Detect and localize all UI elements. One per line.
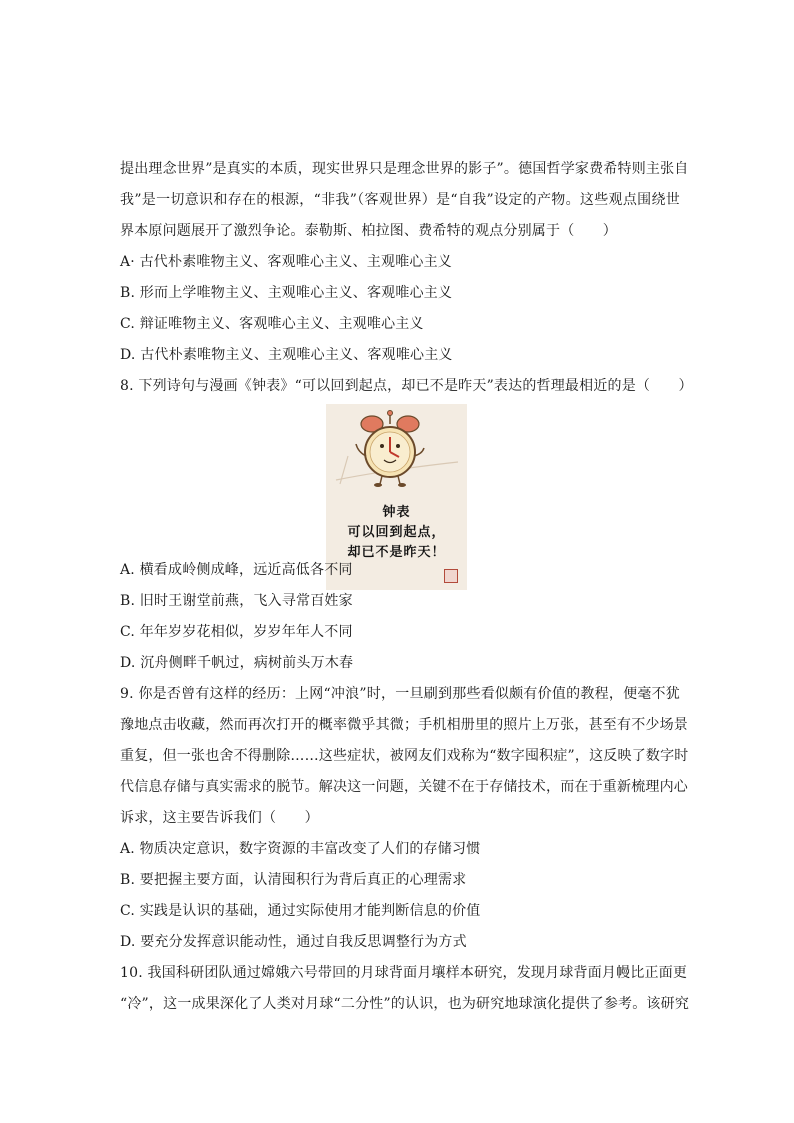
q9-option-c: C. 实践是认识的基础，通过实际使用才能判断信息的价值 <box>120 903 481 919</box>
q9-stem-line-2: 豫地点击收藏，然而再次打开的概率微乎其微；手机相册里的照片上万张，甚至有不少场景 <box>120 717 688 733</box>
q9-stem-line-5: 诉求，这主要告诉我们（ ） <box>120 810 319 826</box>
q7-option-b: B. 形而上学唯物主义、主观唯心主义、客观唯心主义 <box>120 285 453 301</box>
q7-stem-line-3: 界本原问题展开了激烈争论。泰勒斯、柏拉图、费希特的观点分别属于（ ） <box>120 223 617 239</box>
q8-stem: 8. 下列诗句与漫画《钟表》“可以回到起点，却已不是昨天”表达的哲理最相近的是（ ） <box>120 378 693 394</box>
q9-stem-line-1: 9. 你是否曾有这样的经历：上网“冲浪”时，一旦刷到那些看似颇有价值的教程，便毫不犹 <box>120 686 680 702</box>
q8-option-d: D. 沉舟侧畔千帆过，病树前头万木春 <box>120 655 354 671</box>
q7-option-a: A· 古代朴素唯物主义、客观唯心主义、主观唯心主义 <box>120 254 453 270</box>
q9-option-b: B. 要把握主要方面，认清囤积行为背后真正的心理需求 <box>120 872 467 888</box>
q9-option-a: A. 物质决定意识，数字资源的丰富改变了人们的存储习惯 <box>120 841 481 857</box>
q9-stem-line-4: 代信息存储与真实需求的脱节。解决这一问题，关键不在于存储技术，而在于重新梳理内心 <box>120 779 688 795</box>
q7-stem-line-1: 提出理念世界”是真实的本质，现实世界只是理念世界的影子”。德国哲学家费希特则主张自 <box>120 161 689 177</box>
q10-stem-line-2: “冷”，这一成果深化了人类对月球“二分性”的认识，也为研究地球演化提供了参考。该研究 <box>120 996 690 1012</box>
q10-stem-line-1: 10. 我国科研团队通过嫦娥六号带回的月球背面月壤样本研究，发现月球背面月幔比正面更 <box>120 965 688 981</box>
cartoon-caption-title: 钟表 <box>382 505 411 520</box>
q9-stem-line-3: 重复，但一张也舍不得删除……这些症状，被网友们戏称为“数字囤积症”，这反映了数字时 <box>120 748 689 764</box>
q8-option-b: B. 旧时王谢堂前燕，飞入寻常百姓家 <box>120 593 353 609</box>
cartoon-caption-line-1: 可以回到起点， <box>347 525 446 540</box>
cartoon-caption-line-2: 却已不是昨天！ <box>347 545 446 560</box>
q7-option-c: C. 辩证唯物主义、客观唯心主义、主观唯心主义 <box>120 316 424 332</box>
q8-option-c: C. 年年岁岁花相似，岁岁年年人不同 <box>120 624 353 640</box>
q7-option-d: D. 古代朴素唯物主义、主观唯心主义、客观唯心主义 <box>120 347 453 363</box>
q8-option-a: A. 横看成岭侧成峰，远近高低各不同 <box>120 562 353 578</box>
q9-option-d: D. 要充分发挥意识能动性，通过自我反思调整行为方式 <box>120 934 467 950</box>
q7-stem-line-2: 我”是一切意识和存在的根源，“非我”（客观世界）是“自我”设定的产物。这些观点围绕世 <box>120 192 680 208</box>
